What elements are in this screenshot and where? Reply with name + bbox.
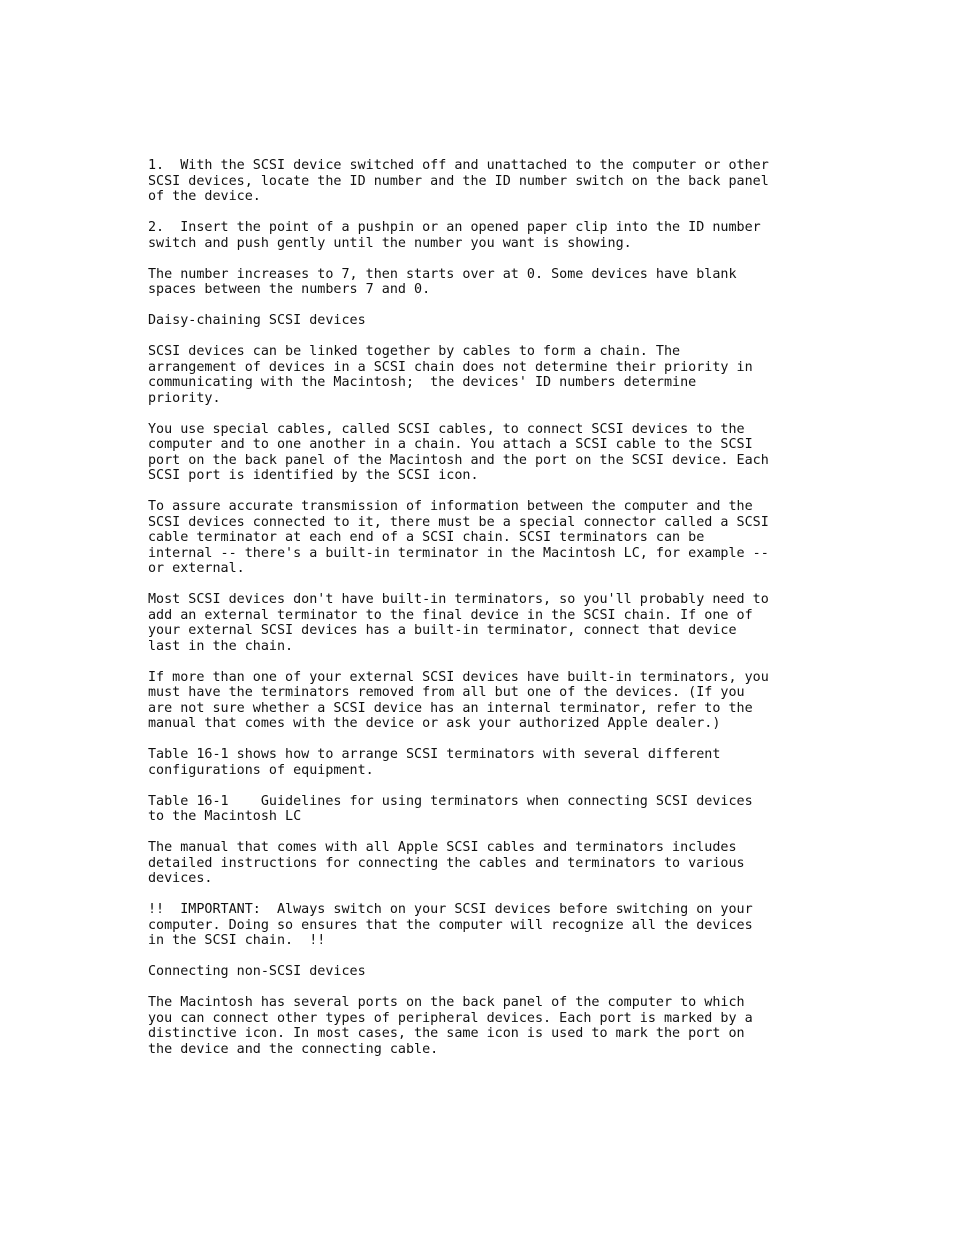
text-line: The manual that comes with all Apple SCSI cables and terminators includes bbox=[148, 840, 737, 855]
text-line: configurations of equipment. bbox=[148, 762, 374, 778]
heading-text: Connecting non-SCSI devices bbox=[148, 964, 366, 979]
text-line: spaces between the numbers 7 and 0. bbox=[148, 282, 431, 297]
text-line: SCSI devices, locate the ID number and the ID number switch on the back panel bbox=[148, 173, 769, 189]
important-note bbox=[148, 902, 848, 949]
scsi-cables-paragraph bbox=[148, 422, 848, 484]
text-line: SCSI devices connected to it, there must be a special connector called a SCSI bbox=[148, 514, 769, 530]
text-line: your external SCSI devices has a built-in terminator, connect that device bbox=[148, 623, 737, 638]
text-line: 1. With the SCSI device switched off and unattached to the computer or other bbox=[148, 158, 769, 173]
text-line: The Macintosh has several ports on the back panel of the computer to which bbox=[148, 995, 745, 1010]
step-2-paragraph bbox=[148, 220, 848, 251]
table-reference-paragraph bbox=[148, 747, 848, 778]
caption-text: to the Macintosh LC bbox=[148, 809, 302, 824]
text-line: devices. bbox=[148, 871, 213, 886]
text-line: detailed instructions for connecting the cables and terminators to various bbox=[148, 855, 745, 871]
text-line: The number increases to 7, then starts over at 0. Some devices have blank bbox=[148, 266, 737, 282]
text-line: If more than one of your external SCSI devices have built-in terminators, you bbox=[148, 669, 769, 685]
text-line: last in the chain. bbox=[148, 638, 294, 654]
chain-intro-paragraph bbox=[148, 344, 848, 406]
text-line: cable terminator at each end of a SCSI chain. SCSI terminators can be bbox=[148, 530, 705, 545]
text-line: You use special cables, called SCSI cables, to connect SCSI devices to the bbox=[148, 421, 745, 437]
number-wrap-paragraph bbox=[148, 267, 848, 298]
heading-text: Daisy-chaining SCSI devices bbox=[148, 313, 366, 328]
text-line: Table 16-1 shows how to arrange SCSI terminators with several different bbox=[148, 747, 721, 762]
text-line: of the device. bbox=[148, 189, 261, 204]
text-line: manual that comes with the device or ask your authorized Apple dealer.) bbox=[148, 716, 721, 731]
document-page bbox=[148, 158, 848, 1073]
text-line: 2. Insert the point of a pushpin or an opened paper clip into the ID number bbox=[148, 220, 761, 235]
text-line: SCSI devices can be linked together by cables to form a chain. The bbox=[148, 344, 681, 359]
text-line: computer. Doing so ensures that the computer will recognize all the devices bbox=[148, 917, 753, 933]
text-line: distinctive icon. In most cases, the same icon is used to mark the port on bbox=[148, 1026, 745, 1041]
caption-text: Table 16-1 Guidelines for using terminators when connecting SCSI devices bbox=[148, 793, 753, 809]
external-terminator-paragraph bbox=[148, 592, 848, 654]
text-line: internal -- there's a built-in terminator in the Macintosh LC, for example -- bbox=[148, 545, 769, 561]
text-line: To assure accurate transmission of information between the computer and the bbox=[148, 499, 753, 514]
text-line: SCSI port is identified by the SCSI icon. bbox=[148, 468, 479, 483]
text-line: the device and the connecting cable. bbox=[148, 1041, 439, 1057]
section-heading-non-scsi bbox=[148, 964, 848, 980]
text-line: !! IMPORTANT: Always switch on your SCSI devices before switching on your bbox=[148, 902, 753, 917]
manual-paragraph bbox=[148, 840, 848, 887]
text-line: communicating with the Macintosh; the devices' ID numbers determine bbox=[148, 375, 697, 390]
terminator-paragraph bbox=[148, 499, 848, 577]
text-line: add an external terminator to the final device in the SCSI chain. If one of bbox=[148, 607, 753, 623]
ports-paragraph bbox=[148, 995, 848, 1057]
table-caption bbox=[148, 794, 848, 825]
section-heading-daisy-chaining bbox=[148, 313, 848, 329]
text-line: in the SCSI chain. !! bbox=[148, 933, 326, 948]
text-line: port on the back panel of the Macintosh and the port on the SCSI device. Each bbox=[148, 452, 769, 468]
text-line: Most SCSI devices don't have built-in terminators, so you'll probably need to bbox=[148, 592, 769, 607]
text-line: priority. bbox=[148, 390, 221, 406]
text-line: arrangement of devices in a SCSI chain does not determine their priority in bbox=[148, 359, 753, 375]
multiple-terminators-paragraph bbox=[148, 670, 848, 732]
text-line: must have the terminators removed from all but one of the devices. (If you bbox=[148, 685, 745, 700]
text-line: computer and to one another in a chain. You attach a SCSI cable to the SCSI bbox=[148, 437, 753, 452]
text-line: are not sure whether a SCSI device has an internal terminator, refer to the bbox=[148, 700, 753, 716]
text-line: you can connect other types of peripheral devices. Each port is marked by a bbox=[148, 1010, 753, 1026]
text-line: or external. bbox=[148, 561, 245, 576]
text-line: switch and push gently until the number you want is showing. bbox=[148, 235, 632, 251]
step-1-paragraph bbox=[148, 158, 848, 205]
